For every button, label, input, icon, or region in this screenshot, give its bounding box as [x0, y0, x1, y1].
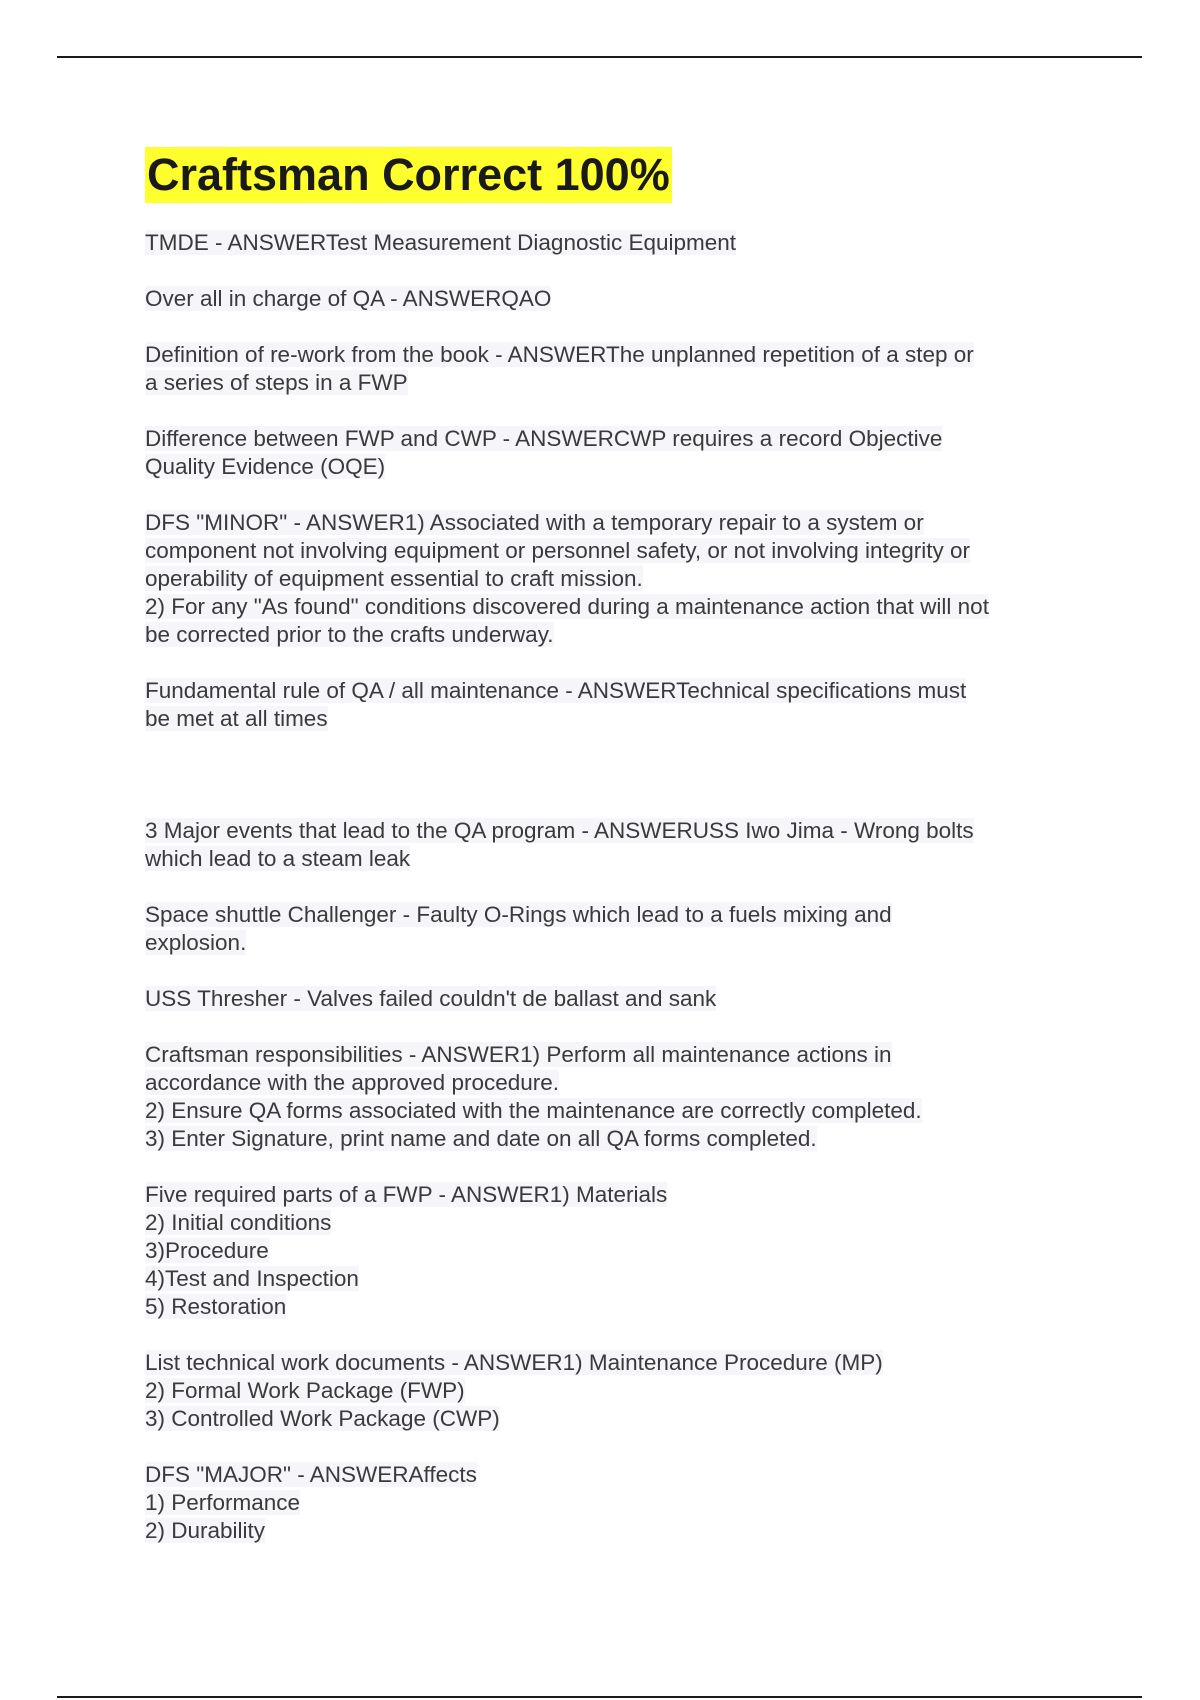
- bottom-divider: [57, 1696, 1142, 1698]
- top-divider: [57, 56, 1142, 58]
- entry-line: 3) Enter Signature, print name and date on all QA forms completed.: [145, 1126, 817, 1151]
- document-body: [145, 229, 1065, 1573]
- entry-line: be corrected prior to the crafts underway.: [145, 622, 554, 647]
- entry-line: Craftsman responsibilities - ANSWER1) Perform all maintenance actions in: [145, 1042, 892, 1067]
- qa-entry-rework: [145, 341, 1065, 397]
- entry-line: 2) Initial conditions: [145, 1210, 332, 1235]
- qa-entry-qao: [145, 285, 1065, 313]
- qa-entry-challenger: [145, 901, 1065, 957]
- entry-line: 2) Ensure QA forms associated with the maintenance are correctly completed.: [145, 1098, 922, 1123]
- entry-line: Fundamental rule of QA / all maintenance - ANSWERTechnical specifications must: [145, 678, 967, 703]
- entry-line: 3) Controlled Work Package (CWP): [145, 1406, 500, 1431]
- entry-line: accordance with the approved procedure.: [145, 1070, 560, 1095]
- entry-line: USS Thresher - Valves failed couldn't de ballast and sank: [145, 986, 717, 1011]
- entry-line: a series of steps in a FWP: [145, 370, 408, 395]
- qa-entry-dfs-minor: [145, 509, 1065, 649]
- qa-entry-fwp-cwp: [145, 425, 1065, 481]
- entry-line: DFS "MINOR" - ANSWER1) Associated with a temporary repair to a system or: [145, 510, 924, 535]
- entry-line: Difference between FWP and CWP - ANSWERCWP requires a record Objective: [145, 426, 943, 451]
- entry-line: component not involving equipment or personnel safety, or not involving integrity or: [145, 538, 971, 563]
- entry-line: 1) Performance: [145, 1490, 301, 1515]
- entry-line: which lead to a steam leak: [145, 846, 411, 871]
- entry-line: List technical work documents - ANSWER1) Maintenance Procedure (MP): [145, 1350, 883, 1375]
- entry-line: Space shuttle Challenger - Faulty O-Rings which lead to a fuels mixing and: [145, 902, 892, 927]
- entry-line: DFS "MAJOR" - ANSWERAffects: [145, 1462, 477, 1487]
- entry-line: 2) Durability: [145, 1518, 266, 1543]
- entry-line: TMDE - ANSWERTest Measurement Diagnostic Equipment: [145, 230, 737, 255]
- qa-entry-craftsman-responsibilities: [145, 1041, 1065, 1153]
- entry-line: operability of equipment essential to craft mission.: [145, 566, 643, 591]
- entry-line: Definition of re-work from the book - ANSWERThe unplanned repetition of a step or: [145, 342, 974, 367]
- qa-entry-tmde: [145, 229, 1065, 257]
- section-gap: [145, 761, 1065, 817]
- entry-line: 5) Restoration: [145, 1294, 287, 1319]
- entry-line: 2) For any "As found" conditions discovered during a maintenance action that will not: [145, 594, 989, 619]
- qa-entry-work-documents: [145, 1349, 1065, 1433]
- entry-line: explosion.: [145, 930, 247, 955]
- qa-entry-thresher: [145, 985, 1065, 1013]
- qa-entry-major-events: [145, 817, 1065, 873]
- entry-line: Quality Evidence (OQE): [145, 454, 386, 479]
- qa-entry-dfs-major: [145, 1461, 1065, 1545]
- entry-line: 4)Test and Inspection: [145, 1266, 359, 1291]
- entry-line: Five required parts of a FWP - ANSWER1) Materials: [145, 1182, 668, 1207]
- entry-line: 2) Formal Work Package (FWP): [145, 1378, 465, 1403]
- entry-line: 3)Procedure: [145, 1238, 269, 1263]
- page-title: Craftsman Correct 100%: [145, 147, 672, 203]
- qa-entry-fwp-parts: [145, 1181, 1065, 1321]
- entry-line: be met at all times: [145, 706, 328, 731]
- entry-line: Over all in charge of QA - ANSWERQAO: [145, 286, 552, 311]
- entry-line: 3 Major events that lead to the QA program - ANSWERUSS Iwo Jima - Wrong bolts: [145, 818, 974, 843]
- qa-entry-fundamental-rule: [145, 677, 1065, 733]
